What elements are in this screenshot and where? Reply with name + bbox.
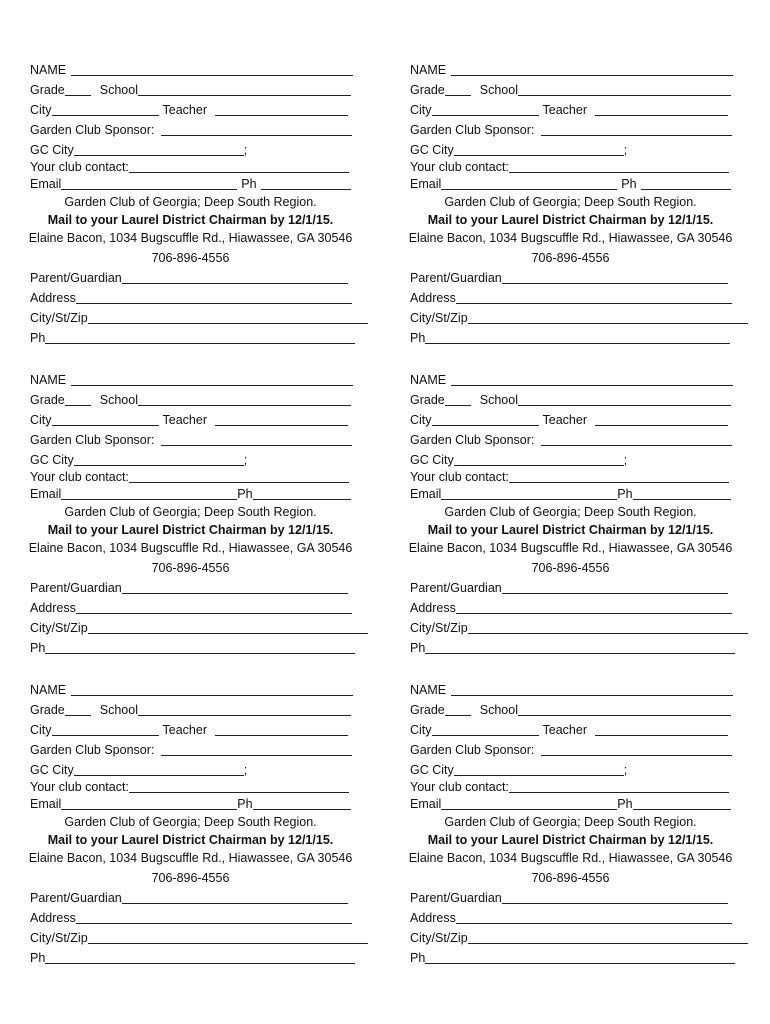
parent-ph-label: Ph — [410, 641, 426, 655]
city-field[interactable] — [52, 104, 159, 116]
grade-label: Grade — [410, 393, 445, 407]
chairman-address: Elaine Bacon, 1034 Bugscuffle Rd., Hiawassee, GA 30546 — [408, 851, 733, 865]
gc-city-label: GC City — [30, 143, 74, 157]
grade-label: Grade — [30, 393, 65, 407]
grade-label: Grade — [410, 703, 445, 717]
name-label: NAME — [410, 683, 447, 697]
mail-to-line: Mail to your Laurel District Chairman by 12/1/15. — [427, 833, 714, 847]
name-label: NAME — [30, 373, 67, 387]
ph-field[interactable] — [633, 798, 731, 810]
school-label: School — [99, 393, 138, 407]
entry-form-2 — [410, 62, 748, 352]
chairman-address: Elaine Bacon, 1034 Bugscuffle Rd., Hiawassee, GA 30546 — [28, 851, 353, 865]
parent-ph-label: Ph — [30, 951, 46, 965]
city-st-zip-label: City/St/Zip — [410, 311, 468, 325]
address-field[interactable] — [76, 602, 352, 614]
email-label: Email — [410, 177, 442, 191]
parent-ph-field[interactable] — [425, 642, 735, 654]
semicolon: ; — [243, 143, 248, 157]
parent-ph-field[interactable] — [45, 642, 355, 654]
email-label: Email — [30, 797, 62, 811]
club-contact-label: Your club contact: — [30, 470, 129, 484]
chairman-address: Elaine Bacon, 1034 Bugscuffle Rd., Hiawassee, GA 30546 — [28, 541, 353, 555]
entry-form-1 — [30, 62, 368, 352]
chairman-phone: 706-896-4556 — [151, 871, 230, 885]
address-label: Address — [30, 911, 76, 925]
chairman-phone: 706-896-4556 — [151, 251, 230, 265]
club-contact-label: Your club contact: — [410, 160, 509, 174]
grade-label: Grade — [30, 703, 65, 717]
name-label: NAME — [30, 683, 67, 697]
email-label: Email — [30, 177, 62, 191]
ph-label: Ph — [237, 487, 253, 501]
sponsor-label: Garden Club Sponsor: — [30, 433, 155, 447]
parent-field[interactable] — [122, 582, 348, 594]
sponsor-label: Garden Club Sponsor: — [30, 123, 155, 137]
chairman-phone: 706-896-4556 — [531, 251, 610, 265]
ph-field[interactable] — [261, 178, 351, 190]
semicolon: ; — [623, 143, 628, 157]
city-label: City — [410, 413, 432, 427]
semicolon: ; — [623, 453, 628, 467]
teacher-label: Teacher — [162, 413, 208, 427]
chairman-address: Elaine Bacon, 1034 Bugscuffle Rd., Hiawassee, GA 30546 — [408, 231, 733, 245]
teacher-label: Teacher — [542, 103, 588, 117]
sponsor-field[interactable] — [541, 434, 732, 446]
parent-field[interactable] — [122, 272, 348, 284]
city-field[interactable] — [52, 724, 159, 736]
semicolon: ; — [243, 763, 248, 777]
name-field[interactable] — [451, 374, 733, 386]
chairman-address: Elaine Bacon, 1034 Bugscuffle Rd., Hiawassee, GA 30546 — [28, 231, 353, 245]
ph-label: Ph — [617, 797, 633, 811]
grade-field[interactable] — [445, 704, 471, 716]
school-field[interactable] — [518, 394, 731, 406]
club-contact-field[interactable] — [129, 781, 349, 793]
city-st-zip-label: City/St/Zip — [30, 311, 88, 325]
parent-ph-label: Ph — [30, 331, 46, 345]
city-st-zip-label: City/St/Zip — [410, 621, 468, 635]
sponsor-field[interactable] — [161, 744, 352, 756]
gc-city-field[interactable] — [454, 454, 624, 466]
semicolon: ; — [243, 453, 248, 467]
chairman-phone: 706-896-4556 — [531, 561, 610, 575]
chairman-phone: 706-896-4556 — [151, 561, 230, 575]
club-contact-label: Your club contact: — [30, 160, 129, 174]
club-contact-field[interactable] — [129, 471, 349, 483]
grade-field[interactable] — [445, 394, 471, 406]
sponsor-field[interactable] — [541, 744, 732, 756]
gc-city-field[interactable] — [74, 144, 244, 156]
grade-field[interactable] — [445, 84, 471, 96]
org-line: Garden Club of Georgia; Deep South Region. — [64, 505, 317, 519]
mail-to-line: Mail to your Laurel District Chairman by 12/1/15. — [427, 213, 714, 227]
city-field[interactable] — [432, 724, 539, 736]
email-field[interactable] — [441, 798, 617, 810]
sponsor-field[interactable] — [161, 434, 352, 446]
name-field[interactable] — [451, 684, 733, 696]
city-st-zip-field[interactable] — [88, 312, 368, 324]
school-field[interactable] — [518, 704, 731, 716]
sponsor-label: Garden Club Sponsor: — [410, 743, 535, 757]
mail-to-line: Mail to your Laurel District Chairman by 12/1/15. — [47, 213, 334, 227]
city-st-zip-field[interactable] — [468, 622, 748, 634]
teacher-field[interactable] — [215, 104, 348, 116]
org-line: Garden Club of Georgia; Deep South Region. — [444, 505, 697, 519]
address-label: Address — [410, 911, 456, 925]
city-st-zip-label: City/St/Zip — [30, 621, 88, 635]
address-field[interactable] — [456, 292, 732, 304]
ph-field[interactable] — [633, 488, 731, 500]
grade-label: Grade — [30, 83, 65, 97]
city-st-zip-field[interactable] — [468, 312, 748, 324]
email-field[interactable] — [61, 488, 237, 500]
parent-ph-field[interactable] — [425, 952, 735, 964]
sponsor-label: Garden Club Sponsor: — [410, 433, 535, 447]
mail-to-line: Mail to your Laurel District Chairman by 12/1/15. — [427, 523, 714, 537]
city-st-zip-field[interactable] — [468, 932, 748, 944]
sponsor-field[interactable] — [161, 124, 352, 136]
parent-ph-field[interactable] — [45, 332, 355, 344]
city-st-zip-field[interactable] — [88, 932, 368, 944]
address-label: Address — [410, 291, 456, 305]
parent-label: Parent/Guardian — [410, 581, 502, 595]
email-field[interactable] — [61, 798, 237, 810]
grade-field[interactable] — [65, 84, 91, 96]
email-field[interactable] — [441, 488, 617, 500]
address-field[interactable] — [76, 292, 352, 304]
email-label: Email — [30, 487, 62, 501]
gc-city-label: GC City — [410, 763, 454, 777]
city-label: City — [30, 103, 52, 117]
parent-label: Parent/Guardian — [30, 891, 122, 905]
name-label: NAME — [30, 63, 67, 77]
city-label: City — [410, 103, 432, 117]
teacher-field[interactable] — [215, 724, 348, 736]
address-label: Address — [30, 291, 76, 305]
ph-label: Ph — [237, 797, 253, 811]
chairman-address: Elaine Bacon, 1034 Bugscuffle Rd., Hiawassee, GA 30546 — [408, 541, 733, 555]
name-field[interactable] — [71, 64, 353, 76]
gc-city-label: GC City — [410, 143, 454, 157]
entry-form-3 — [30, 372, 368, 662]
city-field[interactable] — [52, 414, 159, 426]
city-field[interactable] — [432, 414, 539, 426]
mail-to-line: Mail to your Laurel District Chairman by 12/1/15. — [47, 833, 334, 847]
grade-field[interactable] — [65, 704, 91, 716]
school-field[interactable] — [138, 394, 351, 406]
club-contact-label: Your club contact: — [410, 470, 509, 484]
ph-label: Ph — [617, 487, 633, 501]
parent-ph-label: Ph — [410, 331, 426, 345]
gc-city-field[interactable] — [74, 764, 244, 776]
parent-label: Parent/Guardian — [30, 581, 122, 595]
school-label: School — [99, 83, 138, 97]
teacher-field[interactable] — [215, 414, 348, 426]
address-label: Address — [30, 601, 76, 615]
grade-field[interactable] — [65, 394, 91, 406]
entry-form-6 — [410, 682, 748, 972]
parent-field[interactable] — [122, 892, 348, 904]
ph-label: Ph — [621, 177, 637, 191]
school-label: School — [479, 703, 518, 717]
parent-label: Parent/Guardian — [410, 891, 502, 905]
email-field[interactable] — [441, 178, 617, 190]
parent-field[interactable] — [502, 892, 728, 904]
name-field[interactable] — [71, 684, 353, 696]
name-label: NAME — [410, 63, 447, 77]
city-label: City — [30, 413, 52, 427]
club-contact-label: Your club contact: — [410, 780, 509, 794]
parent-ph-label: Ph — [30, 641, 46, 655]
name-field[interactable] — [451, 64, 733, 76]
parent-ph-label: Ph — [410, 951, 426, 965]
teacher-field[interactable] — [595, 724, 728, 736]
teacher-label: Teacher — [162, 723, 208, 737]
club-contact-field[interactable] — [509, 471, 729, 483]
parent-label: Parent/Guardian — [30, 271, 122, 285]
club-contact-label: Your club contact: — [30, 780, 129, 794]
school-label: School — [99, 703, 138, 717]
ph-field[interactable] — [641, 178, 731, 190]
address-label: Address — [410, 601, 456, 615]
grade-label: Grade — [410, 83, 445, 97]
address-field[interactable] — [76, 912, 352, 924]
city-st-zip-label: City/St/Zip — [410, 931, 468, 945]
parent-ph-field[interactable] — [45, 952, 355, 964]
gc-city-field[interactable] — [454, 144, 624, 156]
club-contact-field[interactable] — [509, 781, 729, 793]
school-label: School — [479, 83, 518, 97]
org-line: Garden Club of Georgia; Deep South Region. — [444, 195, 697, 209]
teacher-field[interactable] — [595, 414, 728, 426]
entry-form-4 — [410, 372, 748, 662]
school-label: School — [479, 393, 518, 407]
ph-field[interactable] — [253, 798, 351, 810]
sponsor-label: Garden Club Sponsor: — [410, 123, 535, 137]
gc-city-label: GC City — [410, 453, 454, 467]
city-field[interactable] — [432, 104, 539, 116]
ph-label: Ph — [241, 177, 257, 191]
parent-ph-field[interactable] — [425, 332, 730, 344]
teacher-label: Teacher — [542, 413, 588, 427]
mail-to-line: Mail to your Laurel District Chairman by 12/1/15. — [47, 523, 334, 537]
parent-field[interactable] — [502, 582, 728, 594]
teacher-label: Teacher — [162, 103, 208, 117]
semicolon: ; — [623, 763, 628, 777]
name-label: NAME — [410, 373, 447, 387]
city-st-zip-label: City/St/Zip — [30, 931, 88, 945]
org-line: Garden Club of Georgia; Deep South Region. — [64, 195, 317, 209]
entry-form-5 — [30, 682, 368, 972]
org-line: Garden Club of Georgia; Deep South Region. — [64, 815, 317, 829]
parent-field[interactable] — [502, 272, 728, 284]
address-field[interactable] — [456, 912, 732, 924]
city-label: City — [410, 723, 432, 737]
club-contact-field[interactable] — [129, 161, 349, 173]
gc-city-field[interactable] — [74, 454, 244, 466]
city-label: City — [30, 723, 52, 737]
city-st-zip-field[interactable] — [88, 622, 368, 634]
ph-field[interactable] — [253, 488, 351, 500]
gc-city-label: GC City — [30, 453, 74, 467]
gc-city-label: GC City — [30, 763, 74, 777]
email-field[interactable] — [61, 178, 237, 190]
club-contact-field[interactable] — [509, 161, 729, 173]
email-label: Email — [410, 487, 442, 501]
parent-label: Parent/Guardian — [410, 271, 502, 285]
teacher-label: Teacher — [542, 723, 588, 737]
sponsor-field[interactable] — [541, 124, 732, 136]
org-line: Garden Club of Georgia; Deep South Region. — [444, 815, 697, 829]
address-field[interactable] — [456, 602, 732, 614]
teacher-field[interactable] — [595, 104, 728, 116]
sponsor-label: Garden Club Sponsor: — [30, 743, 155, 757]
name-field[interactable] — [71, 374, 353, 386]
chairman-phone: 706-896-4556 — [531, 871, 610, 885]
school-field[interactable] — [138, 84, 351, 96]
gc-city-field[interactable] — [454, 764, 624, 776]
school-field[interactable] — [138, 704, 351, 716]
school-field[interactable] — [518, 84, 731, 96]
email-label: Email — [410, 797, 442, 811]
